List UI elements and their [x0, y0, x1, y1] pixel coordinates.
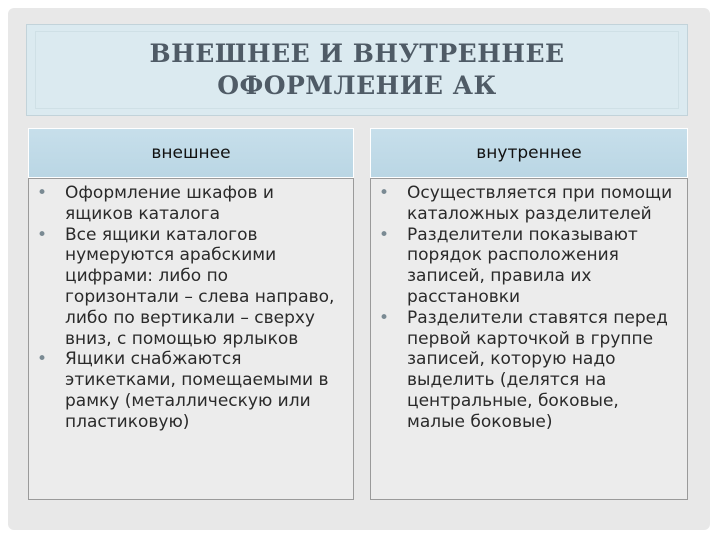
bullet-icon: • [37, 224, 48, 245]
list-item [379, 225, 681, 308]
right-bullet-list [379, 183, 681, 433]
title-inner [35, 31, 679, 109]
bullet-icon: • [379, 307, 390, 328]
right-column-header: внутреннее [370, 128, 688, 178]
slide-title-line-1: ВНЕШНЕЕ И ВНУТРЕННЕЕ [149, 39, 565, 68]
list-item-text: Разделители ставятся перед первой карточкой в группе записей, которую надо выделить (делятся на центральные, боковые, малые боковые) [407, 307, 668, 432]
list-item-text: Разделители показывают порядок расположения записей, правила их расстановки [407, 224, 638, 307]
bullet-icon: • [379, 224, 390, 245]
list-item [379, 308, 681, 433]
list-item-text: Осуществляется при помощи каталожных разделителей [407, 183, 673, 224]
list-item [379, 183, 681, 225]
bullet-icon: • [37, 349, 48, 370]
right-column-body [370, 178, 688, 500]
list-item [37, 225, 347, 350]
left-column-body [28, 178, 354, 500]
left-column-header: внешнее [28, 128, 354, 178]
bullet-icon: • [379, 183, 390, 203]
bullet-icon: • [37, 183, 48, 203]
list-item-text: Все ящики каталогов нумеруются арабскими цифрами: либо по горизонтали – слева направо, либо по вертикали – сверху вниз, с помощью ярлыков [65, 224, 335, 349]
left-bullet-list [37, 183, 347, 433]
title-box [26, 24, 688, 116]
slide-title [149, 38, 564, 102]
list-item-text: Оформление шкафов и ящиков каталога [65, 183, 274, 224]
list-item [37, 349, 347, 432]
list-item-text: Ящики снабжаются этикетками, помещаемыми в рамку (металлическую или пластиковую) [65, 349, 329, 432]
list-item [37, 183, 347, 225]
slide-title-line-2: ОФОРМЛЕНИЕ АК [217, 71, 497, 100]
